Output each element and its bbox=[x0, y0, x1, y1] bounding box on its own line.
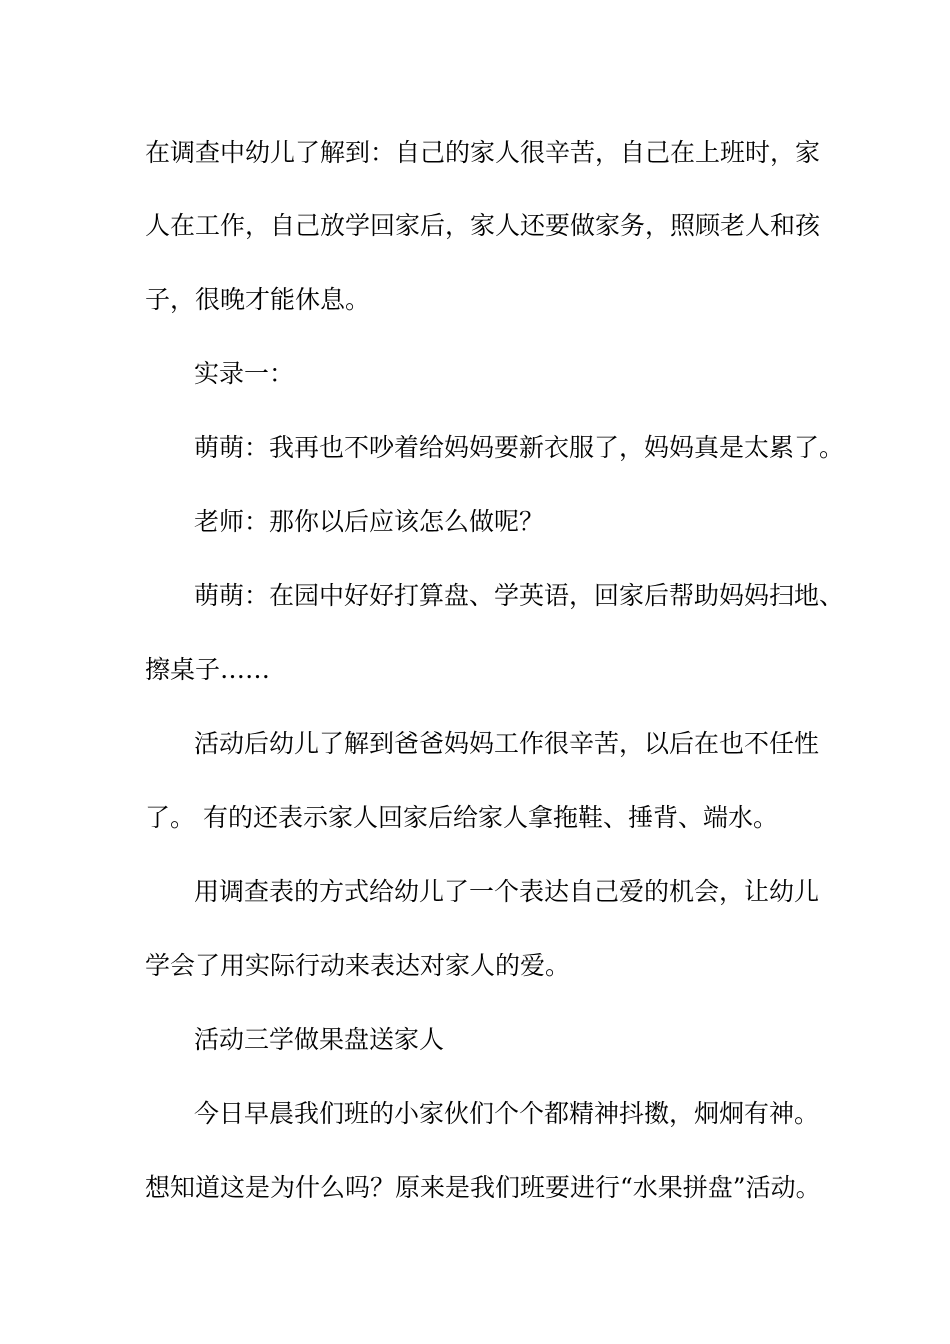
text-line-7: 萌萌：在园中好好打算盘、学英语，回家后帮助妈妈扫地、 bbox=[194, 581, 845, 610]
text-line-2: 人在工作，自己放学回家后，家人还要做家务，照顾老人和孩 bbox=[145, 211, 821, 240]
text-line-9: 活动后幼儿了解到爸爸妈妈工作很辛苦，以后在也不任性 bbox=[194, 729, 820, 758]
text-line-1: 在调查中幼儿了解到：自己的家人很辛苦，自己在上班时，家 bbox=[145, 138, 821, 167]
text-line-3: 子，很晚才能休息。 bbox=[145, 285, 371, 314]
text-line-10: 了。 有的还表示家人回家后给家人拿拖鞋、捶背、端水。 bbox=[145, 803, 778, 832]
text-line-4: 实录一： bbox=[194, 359, 295, 388]
text-line-12: 学会了用实际行动来表达对家人的爱。 bbox=[145, 951, 571, 980]
text-line-6: 老师：那你以后应该怎么做呢？ bbox=[194, 507, 545, 536]
text-line-15: 想知道这是为什么吗？原来是我们班要进行“水果拼盘”活动。 bbox=[145, 1173, 821, 1202]
text-line-13: 活动三学做果盘送家人 bbox=[194, 1025, 445, 1054]
text-line-5: 萌萌：我再也不吵着给妈妈要新衣服了，妈妈真是太累了。 bbox=[194, 433, 845, 462]
text-line-8: 擦桌子…… bbox=[145, 655, 271, 684]
text-line-11: 用调查表的方式给幼儿了一个表达自己爱的机会，让幼儿 bbox=[194, 877, 820, 906]
text-line-14: 今日早晨我们班的小家伙们个个都精神抖擞，炯炯有神。 bbox=[194, 1099, 820, 1128]
